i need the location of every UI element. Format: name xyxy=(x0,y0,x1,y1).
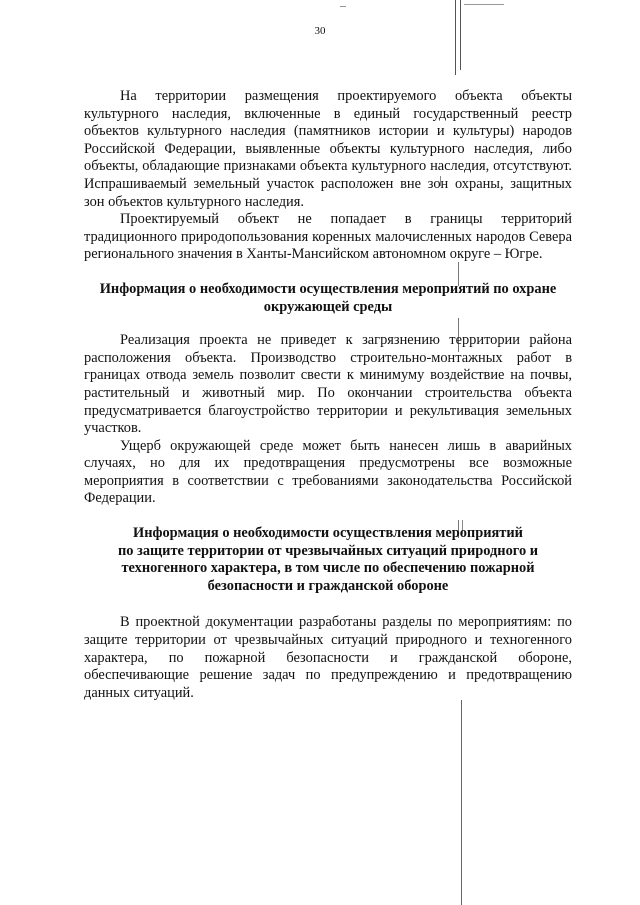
heading-line: безопасности и гражданской обороне xyxy=(207,577,449,594)
paragraph-cultural-heritage: На территории размещения проектируемого объекта объекты культурного наследия, включенные в единый государственный реестр объектов культурного наследия (памятников истории и культуры) народов Российской Федерации, выявленные объекты культурного наследия, либо объекты, обладающие признаками объекта культурного наследия, отсутствуют. Испрашиваемый земельный участок расположен вне зон охраны, защитных зон объектов культурного наследия. xyxy=(84,88,572,210)
paragraph-environmental-damage: Ущерб окружающей среде может быть нанесен лишь в аварийных случаях, но для их предотвращения предусмотрены все возможные мероприятия в соответствии с требованиями законодательства Российской Федерации. xyxy=(84,437,572,507)
heading-line: техногенного характера, в том числе по обеспечению пожарной xyxy=(121,560,535,577)
paragraph-traditional-land-use: Проектируемый объект не попадает в границы территорий традиционного природопользования коренных малочисленных народов Севера регионального значения в Ханты-Мансийском автономном округе – Югре. xyxy=(84,211,572,263)
scan-artifact-mark xyxy=(340,6,346,7)
document-body xyxy=(84,88,572,702)
scan-artifact-line xyxy=(461,700,462,905)
heading-line: по защите территории от чрезвычайных ситуаций природного и xyxy=(117,542,539,559)
page-number: 30 xyxy=(314,25,326,37)
paragraph-pollution: Реализация проекта не приведет к загрязнению территории района расположения объекта. Производство строительно-монтажных работ в границах отвода земель позволит свести к минимуму воздействие на почвы, растительный и животный мир. По окончании строительства объекта предусматривается благоустройство территории и рекультивация земельных участков. xyxy=(84,332,572,437)
scan-artifact-mark xyxy=(464,4,504,5)
heading-line: Информация о необходимости осуществления мероприятий по охране xyxy=(99,280,557,297)
heading-line: окружающей среды xyxy=(263,298,393,315)
heading-environmental-protection xyxy=(84,281,572,316)
heading-line: Информация о необходимости осуществления мероприятий xyxy=(133,525,523,542)
paragraph-project-documentation: В проектной документации разработаны разделы по мероприятиям: по защите территории от чрезвычайных ситуаций природного и техногенного характера, по пожарной безопасности и гражданской обороне, обеспечивающие решение задач по предупреждению и предотвращению данных ситуаций. xyxy=(84,614,572,701)
heading-emergency-protection xyxy=(84,525,572,595)
